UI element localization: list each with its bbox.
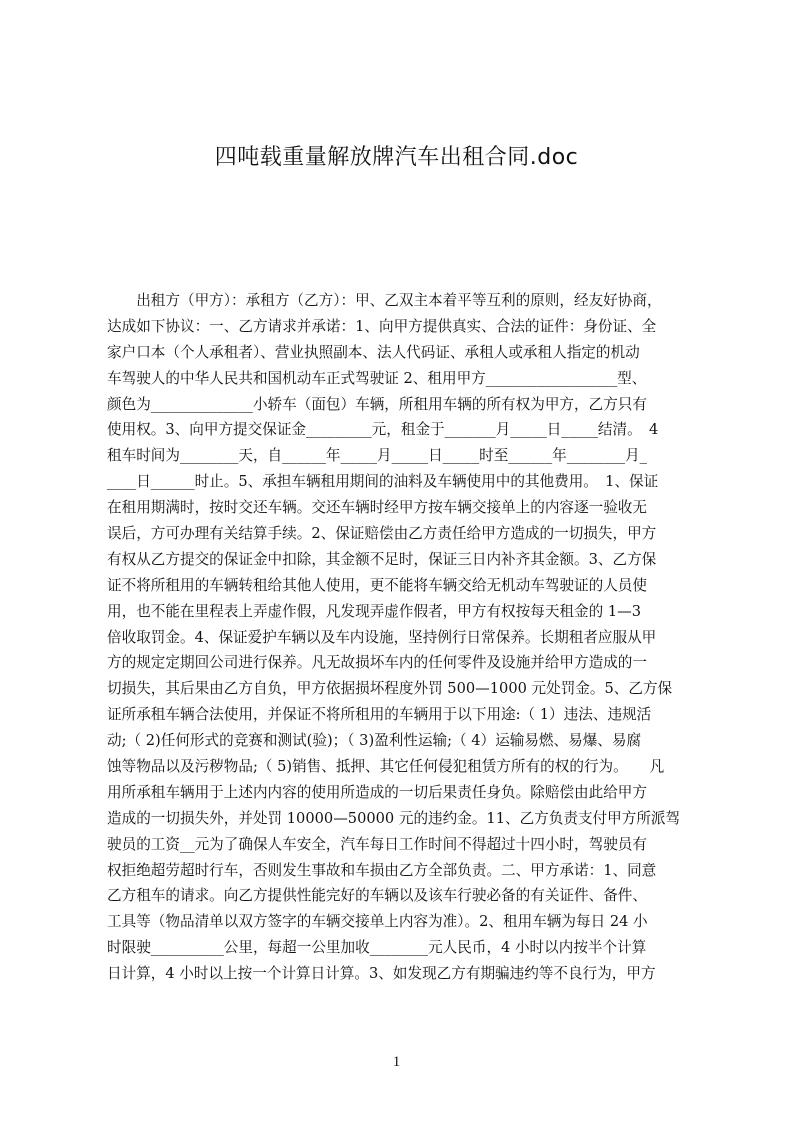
body-line: 时限驶__________公里，每超一公里加收________元人民币，4 小时以内按半个计算 (107, 939, 647, 957)
body-line: 车驾驶人的中华人民共和国机动车正式驾驶证 2、租用甲方__________________型、 (107, 369, 647, 387)
body-line: 在租用期满时，按时交还车辆。交还车辆时经甲方按车辆交接单上的内容逐一验收无 (107, 499, 647, 517)
body-line: ____日______时止。5、承担车辆租用期间的油料及车辆使用中的其他费用。 1、保证 (107, 473, 659, 491)
body-line: 有权从乙方提交的保证金中扣除，其金额不足时，保证三日内补齐其金额。3、乙方保 (107, 550, 657, 568)
body-line: 租车时间为________天，自______年_____月_____日_____时至______年________月_ (107, 447, 647, 465)
body-line: 达成如下协议：一、乙方请求并承诺：1、向甲方提供真实、合法的证件：身份证、全 (107, 317, 657, 335)
body-line: 证所承租车辆合法使用，并保证不将所租用的车辆用于以下用途:（ 1）违法、违规活 (107, 706, 652, 724)
body-line: 切损失，其后果由乙方自负，甲方依据损坏程度外罚 500—1000 元处罚金。5、乙方保 (107, 680, 673, 698)
body-line: 误后，方可办理有关结算手续。2、保证赔偿由乙方责任给甲方造成的一切损失，甲方 (107, 525, 657, 543)
body-line: 日计算，4 小时以上按一个计算日计算。3、如发现乙方有期骗违约等不良行为，甲方 (107, 965, 656, 983)
body-line: 倍收取罚金。4、保证爱护车辆以及车内设施，坚持例行日常保养。长期租者应服从甲 (107, 628, 657, 646)
body-line: 方的规定定期回公司进行保养。凡无故损坏车内的任何零件及设施并给甲方造成的一 (107, 654, 647, 672)
body-line: 用所承租车辆用于上述内内容的使用所造成的一切后果责任身负。除赔偿由此给甲方 (107, 783, 647, 801)
body-line: 造成的一切损失外，并处罚 10000—50000 元的违约金。11、乙方负责支付甲方所派驾 (107, 809, 681, 827)
body-line: 使用权。3、向甲方提交保证金_________元，租金于_______月_____日_____结清。 4 (107, 421, 659, 439)
contract-body (107, 288, 697, 987)
body-line: 蚀等物品以及污秽物品;（ 5)销售、抵押、其它任何侵犯租赁方所有的权的行为。 凡 (107, 758, 665, 776)
body-line: 动;（ 2)任何形式的竞赛和测试(验)；（ 3)盈利性运输;（ 4）运输易燃、易爆、易腐 (107, 732, 642, 750)
body-line: 乙方租车的请求。向乙方提供性能完好的车辆以及该车行驶必备的有关证件、备件、 (107, 887, 647, 905)
body-line: 权拒绝超劳超时行车，否则发生事故和车损由乙方全部负责。二、甲方承诺：1、同意 (107, 861, 657, 879)
body-line: 出租方（甲方）：承租方（乙方）：甲、乙双主本着平等互利的原则，经友好协商， (107, 292, 662, 309)
body-line: 驶员的工资__元为了确保人车安全，汽车每日工作时间不得超过十四小时，驾驶员有 (107, 835, 647, 853)
body-line: 颜色为______________小轿车（面包）车辆，所租用车辆的所有权为甲方，乙方只有 (107, 395, 647, 413)
body-line: 用，也不能在里程表上弄虚作假，凡发现弄虚作假者，甲方有权按每天租金的 1—3 (107, 602, 641, 620)
body-line: 工具等（物品清单以双方签字的车辆交接单上内容为准）。2、租用车辆为每日 24 小 (107, 913, 648, 931)
body-line: 证不将所租用的车辆转租给其他人使用，更不能将车辆交给无机动车驾驶证的人员使 (107, 576, 647, 594)
body-line: 家户口本（个人承租者）、营业执照副本、法人代码证、承租人或承租人指定的机动 (107, 343, 640, 361)
document-title: 四吨载重量解放牌汽车出租合同.doc (214, 145, 579, 170)
page-number: 1 (392, 1054, 401, 1070)
